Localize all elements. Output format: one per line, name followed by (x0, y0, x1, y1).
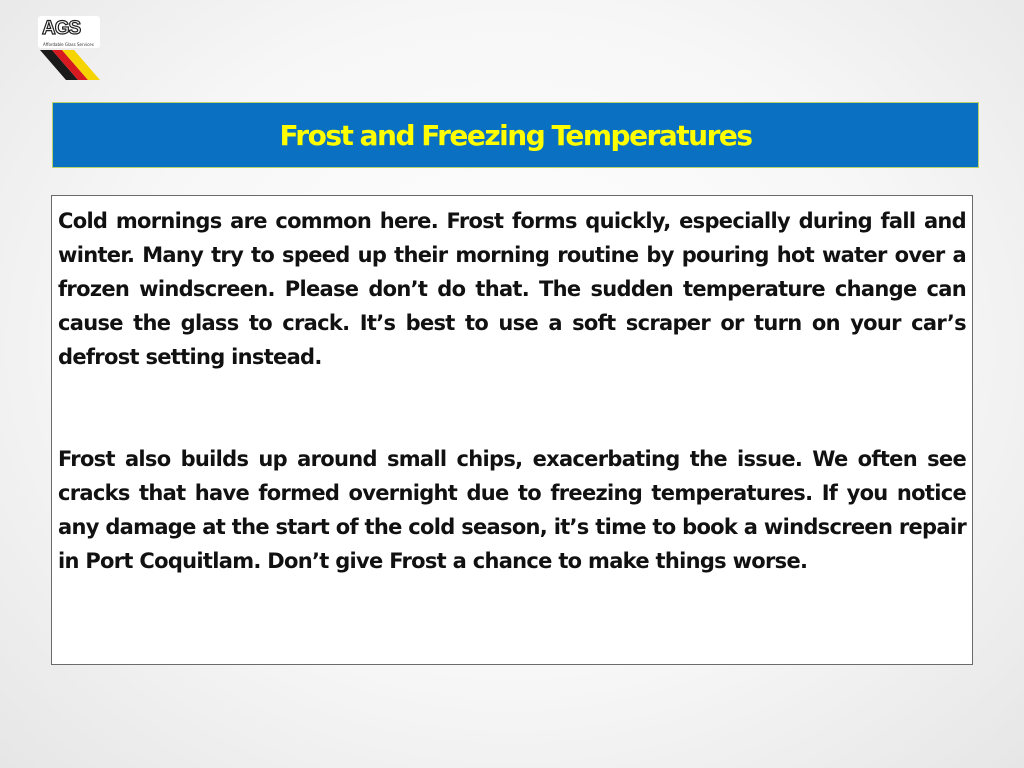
page-title: Frost and Freezing Temperatures (279, 118, 752, 152)
logo-tagline: Affordable Glass Services (43, 42, 94, 47)
content-box (51, 195, 973, 665)
paragraph-frost-chips: Frost also builds up around small chips, exacerbating the issue. We often see cracks that have formed overnight due to freezing temperatures. If you notice any damage at the start of the cold season, it’s time to book a windscreen repair in Port Coquitlam. Don’t give Frost a chance to make things worse. (58, 447, 966, 573)
logo-letters: AGS (42, 18, 81, 39)
paragraph-cold-mornings: Cold mornings are common here. Frost forms quickly, especially during fall and winter. Many try to speed up their morning routine by pouring hot water over a frozen windscreen. Please don’t do that. The sudden temperature change can cause the glass to crack. It’s best to use a soft scraper or turn on your car’s defrost setting instead. (58, 209, 966, 369)
title-bar (52, 102, 979, 168)
ags-logo (38, 16, 102, 80)
